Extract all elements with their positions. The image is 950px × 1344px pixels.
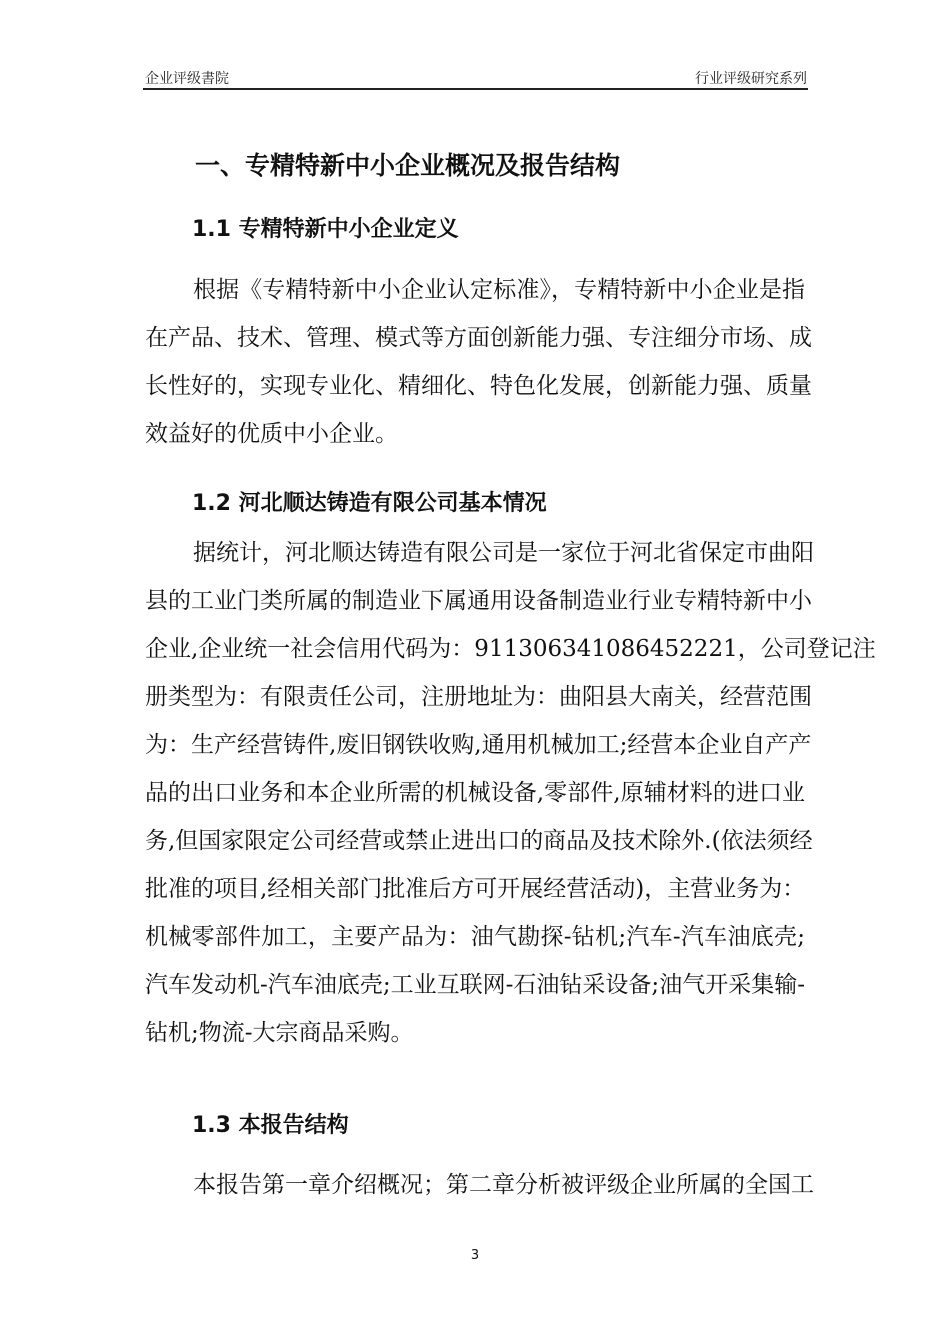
paragraph-line: 在产品、技术、管理、模式等方面创新能力强、专注细分市场、成 xyxy=(145,325,812,351)
paragraph-line: 品的出口业务和本企业所需的机械设备,零部件,原辅材料的进口业 xyxy=(145,780,805,806)
paragraph-line: 根据《专精特新中小企业认定标准》，专精特新中小企业是指 xyxy=(193,277,805,303)
paragraph-line: 县的工业门类所属的制造业下属通用设备制造业行业专精特新中小 xyxy=(145,588,812,614)
paragraph-line: 汽车发动机-汽车油底壳;工业互联网-石油钻采设备;油气开采集输- xyxy=(145,972,805,998)
paragraph-line: 据统计，河北顺达铸造有限公司是一家位于河北省保定市曲阳 xyxy=(193,540,814,566)
header-rule xyxy=(143,88,808,90)
paragraph-line: 长性好的，实现专业化、精细化、特色化发展，创新能力强、质量 xyxy=(145,373,812,399)
paragraph-line: 批准的项目,经相关部门批准后方可开展经营活动)，主营业务为： xyxy=(145,876,806,902)
header-left: 企业评级書院 xyxy=(145,71,229,87)
paragraph-line: 机械零部件加工，主要产品为：油气勘探-钻机;汽车-汽车油底壳; xyxy=(145,924,805,950)
chapter-title: 一、专精特新中小企业概况及报告结构 xyxy=(195,151,621,180)
paragraph-line: 钻机;物流-大宗商品采购。 xyxy=(145,1020,414,1046)
section-title-1-2: 1.2 河北顺达铸造有限公司基本情况 xyxy=(192,491,547,516)
paragraph-line: 为：生产经营铸件,废旧钢铁收购,通用机械加工;经营本企业自产产 xyxy=(145,732,812,758)
section-title-1-1: 1.1 专精特新中小企业定义 xyxy=(192,217,459,242)
section-title-1-3: 1.3 本报告结构 xyxy=(192,1113,349,1138)
header-right: 行业评级研究系列 xyxy=(695,71,807,87)
paragraph-line: 企业,企业统一社会信用代码为：911306341086452221，公司登记注 xyxy=(145,636,876,662)
page-number: 3 xyxy=(470,1248,480,1263)
paragraph-line: 册类型为：有限责任公司，注册地址为：曲阳县大南关，经营范围 xyxy=(145,684,812,710)
paragraph-line: 本报告第一章介绍概况；第二章分析被评级企业所属的全国工 xyxy=(193,1172,814,1198)
paragraph-line: 效益好的优质中小企业。 xyxy=(145,421,398,447)
paragraph-line: 务,但国家限定公司经营或禁止进出口的商品及技术除外.(依法须经 xyxy=(145,828,813,854)
